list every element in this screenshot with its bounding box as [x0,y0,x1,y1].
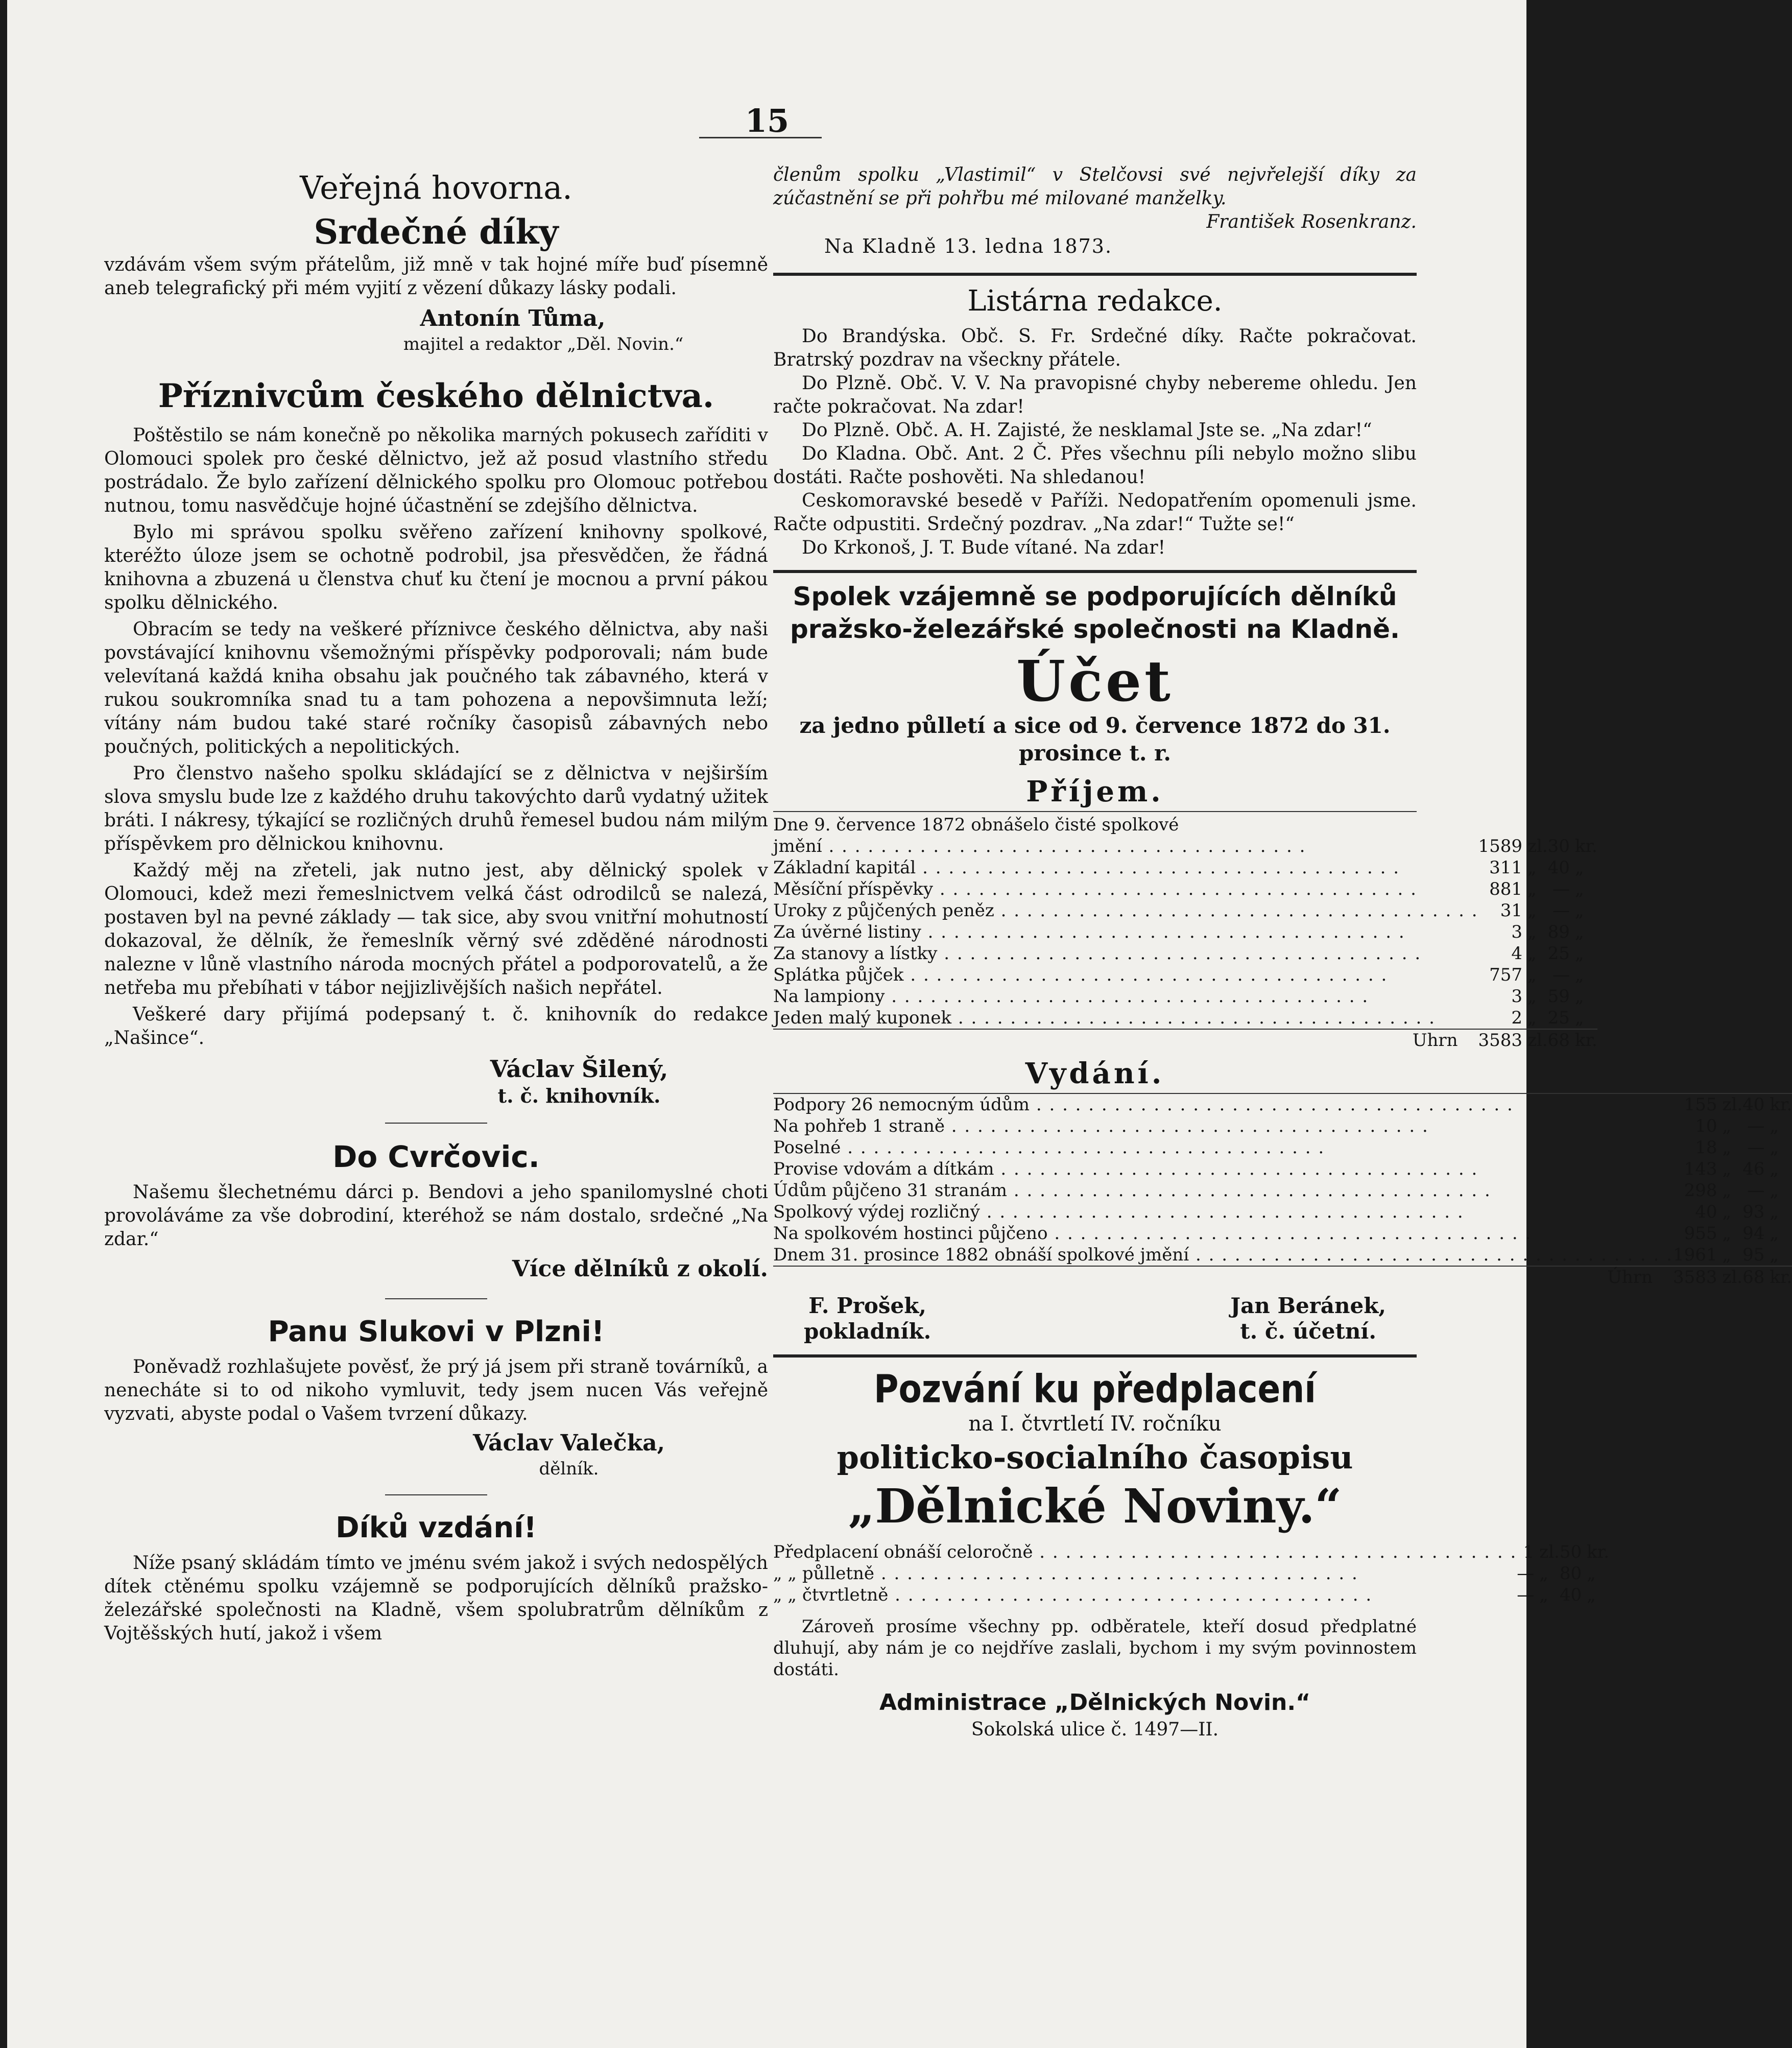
ledger-label-text: Spolkový výdej rozličný . . . [773,1202,1464,1222]
ledger-zl: 10 [1695,1116,1717,1136]
prijem-row [773,900,1597,921]
ledger-label-text: Jeden malý kuponek . . . [773,1008,1436,1028]
ledger-unit: kr. [1574,836,1597,856]
ledger-kr: — [1552,965,1570,985]
ledger-unit: „ [1722,1202,1732,1222]
ledger-zl: 1961 [1672,1245,1717,1265]
ledger-unit: „ [1770,1180,1779,1201]
ledger-label-text: Základní kapitál . . . [773,858,1400,878]
ledger-kr: 46 [1742,1159,1765,1179]
page-number: 15 [745,102,790,139]
total-unit: zl. [1527,1030,1548,1051]
ledger-unit: „ [1722,1137,1732,1158]
priznivcum-heading: Příznivcům českého dělnictva. [158,377,714,415]
ledger-label [773,1244,1673,1266]
right-column [773,163,1792,1742]
ledger-label [773,878,1478,900]
prosek-signature [804,1293,931,1344]
diku-heading: Díků vzdání! [336,1511,537,1544]
ledger-label [773,1093,1673,1115]
ledger-label [773,857,1478,878]
ledger-label-text: Podpory 26 nemocným údům . . . [773,1094,1514,1115]
total-zl: 3583 [1672,1267,1717,1288]
vlastimil-text: členům spolku „Vlastimil“ v Stelčovsi své nejvřelejší díky za zúčastnění se při pohřbu mé milované manželky. [773,164,1417,209]
ledger-kr: 25 [1547,943,1570,964]
ledger-zl: 2 [1511,1008,1523,1028]
hovorna-heading: Veřejná hovorna. [300,169,572,206]
cvrcovic-text: Našemu šlechetnému dárci p. Bendovi a jeho spanilomyslné choti provoláváme za vše dobrodiní, kteréhož se nám dostalo, srdečné „Na zdar.“ [104,1182,768,1250]
ledger-label [773,1007,1478,1029]
valecka-role: dělník. [539,1459,599,1479]
vydani-total-row [773,1266,1792,1288]
ledger-unit: zl. [1722,1094,1743,1115]
total-label: Úhrn [1607,1267,1653,1288]
zaroven-text: Zároveň prosíme všechny pp. odběratele, kteří dosud předplatné dluhují, aby nám je co nejdříve zaslali, bychom i my svým povinnostem dostáti. [773,1616,1417,1680]
ledger-label-text: Předplacení obnáší celoročně . . . [773,1542,1517,1562]
ledger-label [773,1563,1517,1584]
ledger-label [773,1541,1517,1563]
section-divider [773,570,1417,573]
ledger-unit: „ [1574,879,1584,899]
ledger-kr: 40 [1559,1585,1582,1605]
beranek-signature [1230,1293,1386,1344]
ledger-zl: 18 [1695,1137,1717,1158]
section-divider [385,1298,487,1299]
ledger-unit: „ [1722,1223,1732,1244]
ledger-label-text: Dnem 31. prosince 1882 obnáší spolkové jmění . . . [773,1245,1673,1265]
ledger-zl: 955 [1684,1223,1717,1244]
ledger-label [773,1201,1673,1223]
ledger-zl: 311 [1489,858,1523,878]
vydani-heading: Vydání. [1025,1057,1165,1090]
ledger-zl: 40 [1695,1202,1717,1222]
ledger-label-text: „ „ půlletně . . . [773,1563,1358,1584]
ledger-unit: „ [1574,986,1584,1007]
ledger-zl: 1589 [1478,836,1523,856]
ledger-unit: „ [1587,1585,1596,1605]
vydani-row [773,1115,1792,1137]
ledger-label-text: Provise vdovám a dítkám . . . [773,1159,1478,1179]
ledger-label-text: Uroky z půjčených peněz . . . [773,900,1478,921]
ucet-heading: Účet [1016,648,1174,714]
ledger-unit: „ [1770,1159,1779,1179]
total-kr: 68 [1547,1030,1570,1051]
predplatne-table [773,1541,1609,1606]
vydani-row [773,1180,1792,1201]
vydani-row [773,1223,1792,1244]
ledger-unit: „ [1770,1202,1779,1222]
ledger-zl: 3 [1511,986,1523,1007]
listarna-entry: Do Krkonoš, J. T. Bude vítané. Na zdar! [802,537,1166,558]
slukovi-heading: Panu Slukovi v Plzni! [268,1315,605,1348]
ledger-label [773,1180,1673,1201]
ledger-label-text: jmění . . . [773,836,1306,856]
ledger-label-text: Za stanovy a lístky . . . [773,943,1421,964]
tuma-signature: Antonín Tůma, [420,305,606,331]
administrace: Administrace „Dělnických Novin.“ [879,1689,1311,1716]
ledger-unit: „ [1722,1245,1732,1265]
ledger-label-text: Na spolkovém hostinci půjčeno . . . [773,1223,1532,1244]
beranek-name: Jan Beránek, [1230,1293,1386,1318]
cvrcovic-heading: Do Cvrčovic. [332,1139,540,1174]
vydani-row [773,1093,1792,1115]
spolek-heading: Spolek vzájemně se podporujících dělníků pražsko-železářské společnosti na Kladně. [790,582,1400,644]
priznivcum-paragraph: Veškeré dary přijímá podepsaný t. č. knihovník do redakce „Našince“. [104,1004,768,1049]
ledger-zl: 298 [1684,1180,1717,1201]
priznivcum-paragraph: Poštěstilo se nám konečně po několika marných pokusech zaříditi v Olomouci spolek pro české dělnictvo, jež až posud vlastního středu postrádalo. Že bylo zařízení dělnického spolku pro Olomouc potřebou nutnou, tomu nasvědčuje hojné účastnění se zdejšího dělnictva. [104,425,768,516]
ledger-unit: kr. [1770,1094,1792,1115]
listarna-entry: Do Brandýska. Obč. S. Fr. Srdečné díky. Račte pokračovat. Bratrský pozdrav na všeckny přátele. [773,326,1417,370]
ledger-unit: „ [1527,900,1537,921]
ledger-unit: „ [1722,1116,1732,1136]
ledger-unit: zl. [1539,1542,1560,1562]
prijem-row [773,986,1597,1007]
ledger-label [773,986,1478,1007]
priznivcum-paragraph: Bylo mi správou spolku svěřeno zařízení knihovny spolkové, kteréžto úloze jsem se ochotně podrobil, jsa přesvědčen, že řádná knihovna a zbuzená u členstva chuť ku čtení je mocnou a první pákou spolku dělnického. [104,522,768,613]
vydani-row [773,1158,1792,1180]
noviny-title: „Dělnické Noviny.“ [848,1479,1342,1534]
ledger-label [773,1158,1673,1180]
ledger-label-text: Na pohřeb 1 straně . . . [773,1116,1429,1136]
ledger-kr: 40 [1742,1094,1765,1115]
prijem-row [773,836,1597,857]
ledger-label [773,900,1478,921]
ledger-unit: „ [1539,1585,1548,1605]
priznivcum-paragraph: Každý měj na zřeteli, jak nutno jest, aby dělnický spolek v Olomouci, kdež mezi řemeslnictvem velká část odrodilců se nalezá, postaven byl na pevné základy — tak sice, aby svou vnitřní mohutností dokazoval, že dělník, že řemeslník věrný své zděděné národnosti nalezne v lůně vlastního národa mocných přátel a podporovatelů, a že netřeba mu přebíhati v tábor nejjizlivějších našich nepřátel. [104,860,768,998]
listarna-entry: Do Plzně. Obč. A. H. Zajisté, že nesklamal Jste se. „Na zdar!“ [802,420,1372,441]
listarna-entry: Ceskomoravské besedě v Paříži. Nedopatřením opomenuli jsme. Račte odpustiti. Srdečný pozdrav. „Na zdar!“ Tužte se!“ [773,490,1417,535]
vydani-row [773,1244,1792,1266]
sileny-role: t. č. knihovník. [497,1084,661,1107]
left-column [104,163,768,1646]
ledger-unit: „ [1527,922,1537,942]
ledger-label [773,943,1478,964]
priznivcum-paragraph: Obracím se tedy na veškeré příznivce českého dělnictva, aby naši povstávající knihovnu všemožnými příspěvky podporovali; nám bude velevítaná každá kniha obsahu jak poučného tak zábavného, která v rukou soukromníka snad tu a tam pohozena a nepovšimnuta leží; vítány nám budou také staré ročníky časopisů zábavných nebo poučných, politických a nepolitických. [104,619,768,757]
valecka-signature: Václav Valečka, [473,1430,665,1456]
ledger-unit: „ [1574,943,1584,964]
section-divider [773,1354,1417,1358]
adresa: Sokolská ulice č. 1497—II. [971,1719,1219,1740]
ledger-kr: 59 [1547,986,1570,1007]
ledger-unit: „ [1770,1116,1779,1136]
prijem-row [773,921,1597,943]
ledger-unit: „ [1527,965,1537,985]
ledger-label-text: Na lampiony . . . [773,986,1369,1007]
diky-heading: Srdečné díky [314,212,559,252]
ledger-label-text: „ „ čtvrtletně . . . [773,1585,1372,1605]
ledger-zl: 881 [1489,879,1523,899]
section-divider [773,273,1417,276]
priznivcum-article [104,424,768,1050]
ledger-unit: „ [1527,943,1537,964]
ledger-kr: — [1747,1137,1765,1158]
total-zl: 3583 [1478,1030,1523,1051]
ledger-unit: „ [1722,1159,1732,1179]
listarna-entry: Do Plzně. Obč. V. V. Na pravopisné chyby nebereme ohledu. Jen račte pokračovat. Na zdar! [773,373,1417,417]
ledger-unit: „ [1527,1008,1537,1028]
ledger-unit: „ [1770,1245,1779,1265]
ledger-unit: „ [1527,858,1537,878]
ledger-label-text: Údům půjčeno 31 stranám . . . [773,1180,1491,1201]
ledger-label [773,964,1478,986]
ledger-kr: 93 [1742,1202,1765,1222]
ledger-label-text: Měsíční příspěvky . . . [773,879,1417,899]
rosenkranz-signature: František Rosenkranz. [1206,211,1417,232]
ledger-unit: „ [1527,986,1537,1007]
ledger-unit: „ [1574,900,1584,921]
vydani-table [773,1093,1792,1288]
tuma-role: majitel a redaktor „Děl. Novin.“ [403,334,684,354]
ledger-zl: 757 [1489,965,1523,985]
ledger-kr: 89 [1547,922,1570,942]
ledger-label [773,836,1478,857]
priznivcum-paragraph: Pro členstvo našeho spolku skládající se z dělnictva v nejširším slova smyslu bude lze z každého druhu takovýchto darů vydatný užitek bráti. I nákresy, týkající se rozličných druhů řemesel budou nám milým příspěvkem pro dělnickou knihovnu. [104,763,768,854]
ledger-kr: 25 [1547,1008,1570,1028]
prijem-heading: Příjem. [1026,775,1164,808]
kladne-date: Na Kladně 13. ledna 1873. [824,235,1113,257]
prosek-name: F. Prošek, [808,1293,926,1318]
ledger-zl: 155 [1684,1094,1717,1115]
prijem-row [773,1007,1597,1029]
ledger-unit: „ [1574,965,1584,985]
section-divider [385,1123,487,1124]
page-number-rule [699,137,822,138]
ledger-unit: „ [1770,1137,1779,1158]
ledger-zl: 4 [1511,943,1523,964]
ledger-label [773,1223,1673,1244]
section-divider [385,1494,487,1495]
ucet-subtitle: za jedno půlletí a sice od 9. července 1872 do 31. prosince t. r. [799,713,1391,766]
ledger-unit: „ [1574,1008,1584,1028]
sileny-signature: Václav Šilený, [490,1055,668,1083]
ledger-label [773,921,1478,943]
slukovi-text: Poněvadž rozhlašujete pověsť, že prý já jsem při straně továrníků, a nenecháte si to od nikoho vymluvit, tedy jsem nucen Vás veřejně vyzvati, abyste podal o Vašem tvrzení důkazy. [104,1356,768,1424]
pozvani-description: politicko-socialního časopisu [837,1439,1353,1476]
prijem-row [773,943,1597,964]
ledger-unit: „ [1722,1180,1732,1201]
ledger-kr: — [1747,1180,1765,1201]
ledger-unit: kr. [1587,1542,1610,1562]
ledger-kr: 95 [1742,1245,1765,1265]
predplatne-row [773,1541,1609,1563]
ledger-zl: 3 [1511,922,1523,942]
prosek-role: pokladník. [804,1319,931,1344]
ledger-kr: 94 [1742,1223,1765,1244]
listarna-heading: Listárna redakce. [967,284,1223,318]
prijem-table [773,836,1597,1051]
ledger-kr: 40 [1547,858,1570,878]
ledger-kr: 80 [1559,1563,1582,1584]
beranek-role: t. č. účetní. [1240,1319,1376,1344]
total-label: Uhrn [1412,1030,1458,1051]
listarna-entry: Do Kladna. Obč. Ant. 2 Č. Přes všechnu píli nebylo možno slibu dostáti. Račte poshověti. Na shledanou! [773,443,1417,488]
total-kr: 68 [1742,1267,1765,1288]
ledger-label-text: Za úvěrné listiny . . . [773,922,1405,942]
predplatne-row [773,1584,1609,1606]
total-unit: kr. [1770,1267,1792,1288]
diku-text: Níže psaný skládám tímto ve jménu svém jakož i svých nedospělých dítek ctěnému spolku vzájemně se podporujících dělníků pražsko-železářské společnosti na Kladně, všem spolubratrům dělníkům z Vojtěšských hutí, jakož i všem [104,1553,768,1644]
prijem-total-row [773,1029,1597,1051]
diky-text: vzdávám všem svým přátelům, již mně v tak hojné míře buď písemně aneb telegrafický při mém vyjití z vězení důkazy lásky podali. [104,254,768,299]
ledger-label [773,1584,1517,1606]
ledger-unit: „ [1527,879,1537,899]
ledger-unit: „ [1574,922,1584,942]
ledger-label-text: Poselné . . . [773,1137,1325,1158]
ledger-label-text: Splátka půjček . . . [773,965,1388,985]
ledger-kr: — [1747,1116,1765,1136]
ledger-zl: 143 [1684,1159,1717,1179]
ucet-signatures [773,1293,1417,1344]
prijem-row [773,964,1597,986]
ledger-kr: 30 [1547,836,1570,856]
ledger-unit: „ [1587,1563,1596,1584]
ledger-zl: — [1517,1563,1535,1584]
ledger-label [773,1137,1673,1158]
ledger-unit: zl. [1527,836,1548,856]
ledger-unit: „ [1574,858,1584,878]
ledger-kr: 50 [1559,1542,1582,1562]
ledger-label [773,1115,1673,1137]
ledger-zl: — [1517,1585,1535,1605]
ledger-unit: „ [1539,1563,1548,1584]
ledger-zl: 1 [1523,1542,1535,1562]
ledger-unit: „ [1770,1223,1779,1244]
listarna-body [773,325,1417,560]
ledger-kr: — [1552,879,1570,899]
vydani-row [773,1137,1792,1158]
ledger-kr: — [1552,900,1570,921]
prijem-row [773,857,1597,878]
pozvani-heading: Pozvání ku předplacení [874,1366,1316,1412]
ledger-zl: 31 [1500,900,1523,921]
vydani-row [773,1201,1792,1223]
total-unit: zl. [1722,1267,1743,1288]
prijem-row [773,878,1597,900]
newspaper-page [7,0,1792,2048]
cvrcovic-signature: Více dělníků z okolí. [512,1256,768,1282]
pozvani-subheading: na I. čtvrtletí IV. ročníku [968,1412,1222,1436]
predplatne-row [773,1563,1609,1584]
prijem-intro: Dne 9. července 1872 obnášelo čisté spolkové [773,811,1417,836]
total-unit: kr. [1574,1030,1597,1051]
